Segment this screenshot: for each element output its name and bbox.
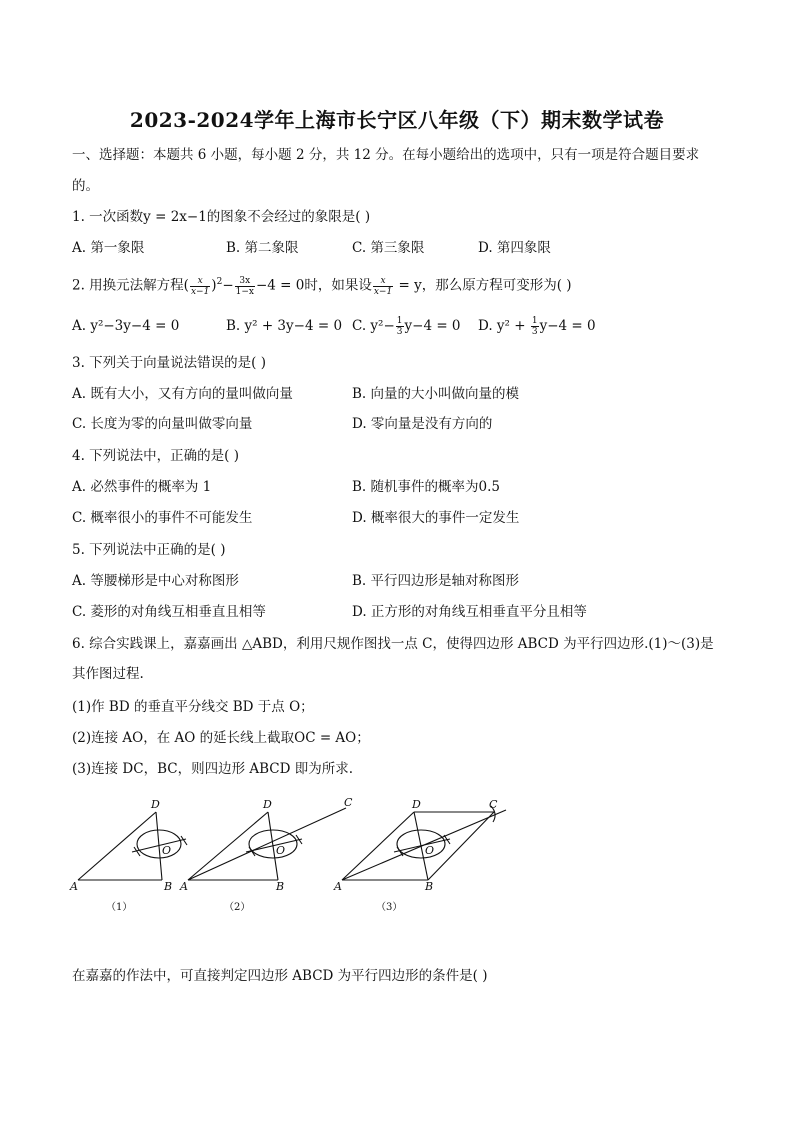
- fraction: $\frac{3x}{1-x}$: [235, 275, 254, 297]
- option-c: C. y²− $\frac{1}{3}$ y−4 = 0: [352, 316, 461, 337]
- construction-step-2: (2)连接 AO，在 AO 的延长线上截取OC = AO；: [72, 730, 370, 746]
- page-title: 2023-2024学年上海市长宁区八年级（下）期末数学试卷: [129, 108, 665, 132]
- option-a: A. 等腰梯形是中心对称图形: [72, 573, 239, 589]
- question-6-stem-cont: 其作图过程.: [72, 666, 144, 682]
- option-a: A. 必然事件的概率为 1: [72, 479, 212, 495]
- fraction: $\frac{x}{x-1}$: [190, 275, 210, 297]
- section-instructions: 一、选择题：本题共 6 小题，每小题 2 分，共 12 分。在每小题给出的选项中，只有一项是符合题目要求: [72, 147, 700, 163]
- construction-figure: [66, 796, 516, 920]
- label-o: O: [162, 844, 172, 857]
- option-a: A. 既有大小，又有方向的量叫做向量: [72, 386, 293, 402]
- option-c: C. 长度为零的向量叫做零向量: [72, 416, 253, 432]
- option-a: A. 第一象限: [72, 240, 145, 256]
- segment-ad: [342, 812, 414, 880]
- figure-3: [342, 806, 506, 880]
- question-3-stem: 3. 下列关于向量说法错误的是( ): [72, 355, 266, 371]
- option-d: D. 正方形的对角线互相垂直平分且相等: [352, 604, 587, 620]
- option-b: B. 平行四边形是轴对称图形: [352, 573, 520, 589]
- label-c: C: [344, 796, 353, 809]
- option-d: D. 零向量是没有方向的: [352, 416, 493, 432]
- option-c: C. 菱形的对角线互相垂直且相等: [72, 604, 266, 620]
- section-instructions-cont: 的。: [72, 178, 99, 194]
- question-1-stem: 1. 一次函数y = 2x−1的图象不会经过的象限是( ): [72, 209, 371, 225]
- option-c: C. 第三象限: [352, 240, 425, 256]
- option-d: D. 概率很大的事件一定发生: [352, 510, 520, 526]
- label-d: D: [151, 798, 160, 811]
- fraction: $\frac{x}{x-1}$: [373, 275, 393, 297]
- label-d: D: [263, 798, 272, 811]
- fraction: $\frac{1}{3}$: [531, 316, 538, 337]
- option-b: B. 向量的大小叫做向量的模: [352, 386, 520, 402]
- label-a: A: [70, 880, 78, 893]
- label-b: B: [164, 880, 173, 893]
- label-c: C: [489, 798, 498, 811]
- caption-2: （2）: [224, 902, 251, 913]
- segment-ad: [188, 812, 268, 880]
- option-d: D. 第四象限: [478, 240, 551, 256]
- question-6-stem: 6. 综合实践课上，嘉嘉画出 △ABD，利用尺规作图找一点 C，使得四边形 ABCD 为平行四边形.(1)～(3)是: [72, 636, 714, 652]
- question-4-stem: 4. 下列说法中，正确的是( ): [72, 448, 239, 464]
- construction-step-1: (1)作 BD 的垂直平分线交 BD 于点 O；: [72, 699, 314, 715]
- caption-3: （3）: [376, 902, 403, 913]
- segment-bc: [428, 812, 494, 880]
- question-6-prompt: 在嘉嘉的作法中，可直接判定四边形 ABCD 为平行四边形的条件是( ): [72, 968, 488, 984]
- label-o: O: [276, 844, 286, 857]
- figure-2: [188, 808, 346, 880]
- option-b: B. y² + 3y−4 = 0: [226, 318, 343, 334]
- option-a: A. y²−3y−4 = 0: [72, 318, 180, 334]
- construction-step-3: (3)连接 DC，BC，则四边形 ABCD 即为所求.: [72, 761, 354, 777]
- label-b: B: [425, 880, 434, 893]
- label-d: D: [412, 798, 421, 811]
- label-a: A: [180, 880, 188, 893]
- question-5-stem: 5. 下列说法中正确的是( ): [72, 542, 226, 558]
- fraction: $\frac{1}{3}$: [396, 316, 403, 337]
- question-2-stem: 2. 用换元法解方程( $\frac{x}{x-1}$ )$^2$− $\frac{3x}{1-x}$ −4 = 0时，如果设 $\frac{x}{x-1}$ = y，那么原方程可变形为( ): [72, 275, 572, 297]
- segment-ad: [78, 812, 156, 880]
- option-b: B. 随机事件的概率为0.5: [352, 479, 500, 495]
- label-o: O: [425, 844, 435, 857]
- ray-ac: [188, 808, 346, 880]
- label-a: A: [334, 880, 342, 893]
- option-d: D. y² + $\frac{1}{3}$ y−4 = 0: [478, 316, 596, 337]
- caption-1: （1）: [106, 902, 133, 913]
- option-b: B. 第二象限: [226, 240, 299, 256]
- label-b: B: [276, 880, 285, 893]
- option-c: C. 概率很小的事件不可能发生: [72, 510, 253, 526]
